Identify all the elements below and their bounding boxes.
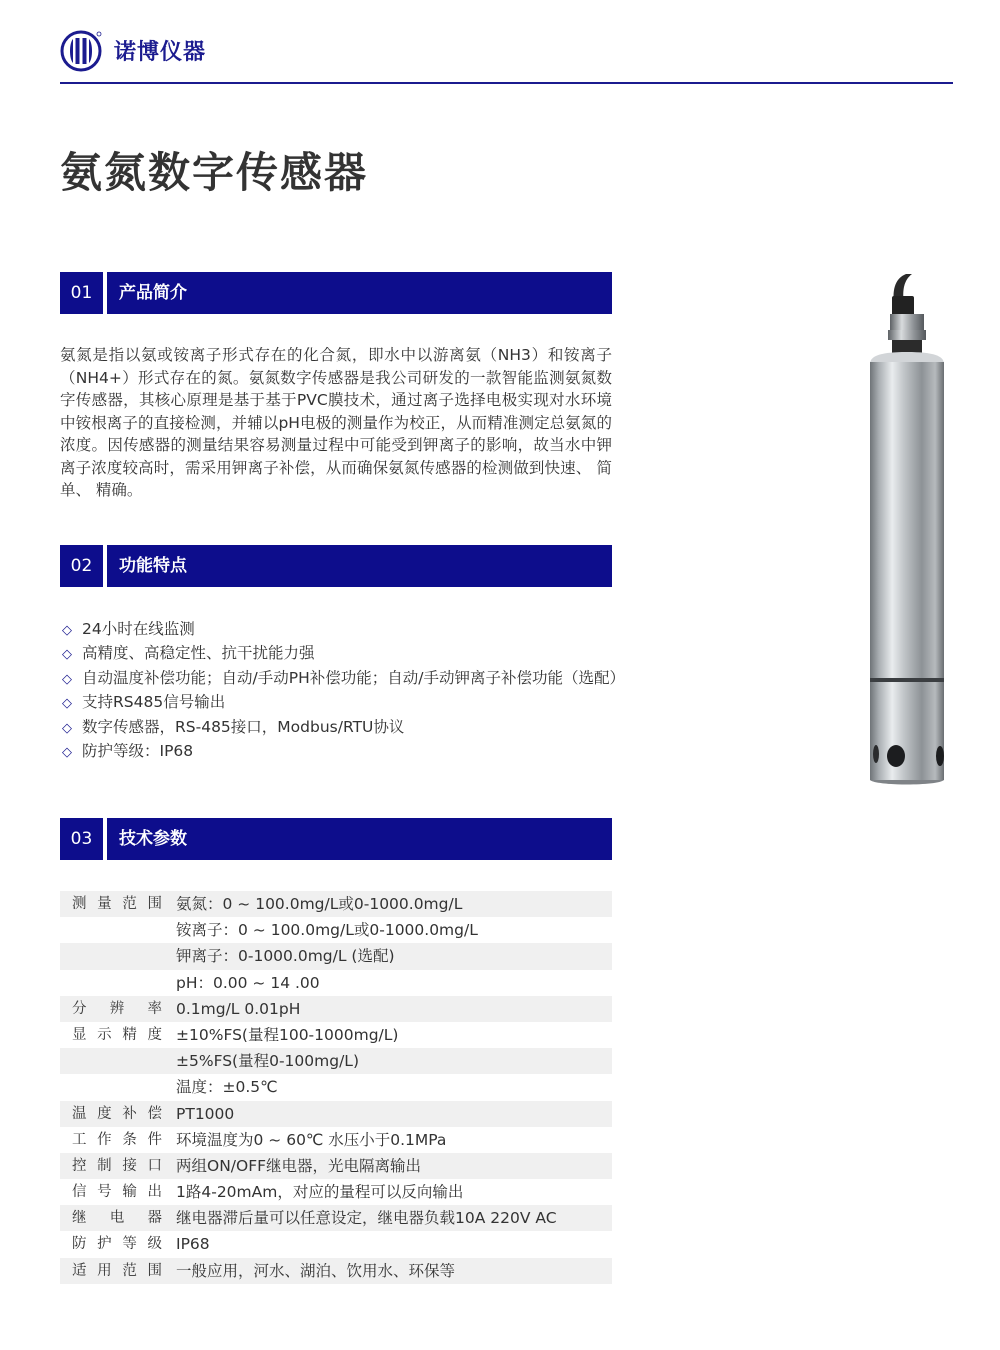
spec-value: 0.1mg/L 0.01pH xyxy=(176,999,301,1018)
spec-value: ±10%FS(量程100-1000mg/L) xyxy=(176,1025,399,1044)
spec-value: 1路4-20mAm，对应的量程可以反向输出 xyxy=(176,1183,464,1202)
spec-label: 继电器 xyxy=(72,1210,162,1227)
spec-label: 分辨率 xyxy=(72,1000,162,1017)
spec-value: 一般应用，河水、湖泊、饮用水、环保等 xyxy=(176,1261,456,1280)
section-header-features xyxy=(60,545,612,587)
spec-row xyxy=(60,1153,612,1179)
feature-list xyxy=(62,618,625,764)
diamond-bullet-icon: ◇ xyxy=(62,647,72,663)
spec-table xyxy=(60,891,612,1284)
section-title: 功能特点 xyxy=(107,545,612,587)
spec-row xyxy=(60,1127,612,1153)
spec-value: 两组ON/OFF继电器，光电隔离输出 xyxy=(176,1156,422,1175)
spec-row xyxy=(60,1179,612,1205)
spec-value: 温度：±0.5℃ xyxy=(176,1078,278,1097)
feature-text: 高精度、高稳定性、抗干扰能力强 xyxy=(82,644,315,663)
spec-value: 氨氮：0 ~ 100.0mg/L或0-1000.0mg/L xyxy=(176,895,463,913)
diamond-bullet-icon: ◇ xyxy=(62,745,72,761)
spec-value: 继电器滞后量可以任意设定，继电器负载10A 220V AC xyxy=(176,1209,557,1228)
spec-value: ±5%FS(量程0-100mg/L) xyxy=(176,1052,359,1071)
spec-value: 钾离子：0-1000.0mg/L (选配) xyxy=(176,947,395,966)
spec-row xyxy=(60,1022,612,1048)
brand-name: 诺博仪器 xyxy=(114,40,207,65)
page-title: 氨氮数字传感器 xyxy=(60,148,369,197)
spec-row xyxy=(60,1258,612,1284)
diamond-bullet-icon: ◇ xyxy=(62,671,72,687)
feature-item xyxy=(62,691,625,715)
spec-row xyxy=(60,1205,612,1231)
spec-row xyxy=(60,970,612,996)
spec-label: 显示精度 xyxy=(72,1026,162,1043)
spec-row xyxy=(60,943,612,969)
intro-paragraph: 氨氮是指以氨或铵离子形式存在的化合氮，即水中以游离氨（NH3）和铵离子（NH4+）形式存在的氮。氨氮数字传感器是我公司研发的一款智能监测氨氮数字传感器，其核心原理是基于基于PVC膜技术，通过离子选择电极实现对水环境中铵根离子的直接检测，并辅以pH电极的测量作为校正，从而精准测定总氨氮的浓度。因传感器的测量结果容易测量过程中可能受到钾离子的影响，故当水中钾离子浓度较高时，需采用钾离子补偿，从而确保氨氮传感器的检测做到快速、 简单、 精确。 xyxy=(60,346,612,499)
diamond-bullet-icon: ◇ xyxy=(62,623,72,638)
spec-label: 适用范围 xyxy=(72,1262,162,1279)
spec-value: pH：0.00 ~ 14 .00 xyxy=(176,973,320,992)
feature-item xyxy=(62,716,625,740)
section-title: 产品简介 xyxy=(107,272,612,314)
spec-row xyxy=(60,891,612,917)
header xyxy=(60,30,953,84)
spec-label: 测量范围 xyxy=(72,896,162,912)
feature-text: 防护等级：IP68 xyxy=(82,742,194,761)
spec-value: 铵离子：0 ~ 100.0mg/L或0-1000.0mg/L xyxy=(176,921,478,940)
spec-value: 环境温度为0 ~ 60℃ 水压小于0.1MPa xyxy=(176,1130,447,1149)
spec-row xyxy=(60,1231,612,1257)
section-title: 技术参数 xyxy=(107,818,612,860)
feature-item xyxy=(62,642,625,666)
spec-row xyxy=(60,917,612,943)
spec-label: 温度补偿 xyxy=(72,1105,162,1122)
feature-item xyxy=(62,740,625,764)
feature-text: 支持RS485信号输出 xyxy=(82,693,226,712)
spec-row xyxy=(60,996,612,1022)
section-number: 01 xyxy=(60,272,103,314)
spec-label: 信号输出 xyxy=(72,1184,162,1201)
spec-row xyxy=(60,1074,612,1100)
diamond-bullet-icon: ◇ xyxy=(62,696,72,712)
section-number: 03 xyxy=(60,818,103,860)
feature-text: 数字传感器，RS-485接口，Modbus/RTU协议 xyxy=(82,717,405,736)
spec-label: 控制接口 xyxy=(72,1157,162,1174)
spec-row xyxy=(60,1048,612,1074)
feature-text: 自动温度补偿功能；自动/手动PH补偿功能；自动/手动钾离子补偿功能（选配） xyxy=(82,668,625,687)
spec-label: 防护等级 xyxy=(72,1236,162,1253)
feature-text: 24小时在线监测 xyxy=(82,620,195,638)
section-header-intro xyxy=(60,272,612,314)
sensor-probe-image xyxy=(866,274,948,786)
spec-value: IP68 xyxy=(176,1235,210,1254)
spec-row xyxy=(60,1101,612,1127)
section-number: 02 xyxy=(60,545,103,587)
feature-item xyxy=(62,667,625,691)
section-header-specs xyxy=(60,818,612,860)
spec-label: 工作条件 xyxy=(72,1131,162,1148)
nuobo-logo-icon xyxy=(60,30,102,72)
feature-item xyxy=(62,618,625,642)
spec-value: PT1000 xyxy=(176,1104,235,1123)
diamond-bullet-icon: ◇ xyxy=(62,720,72,736)
